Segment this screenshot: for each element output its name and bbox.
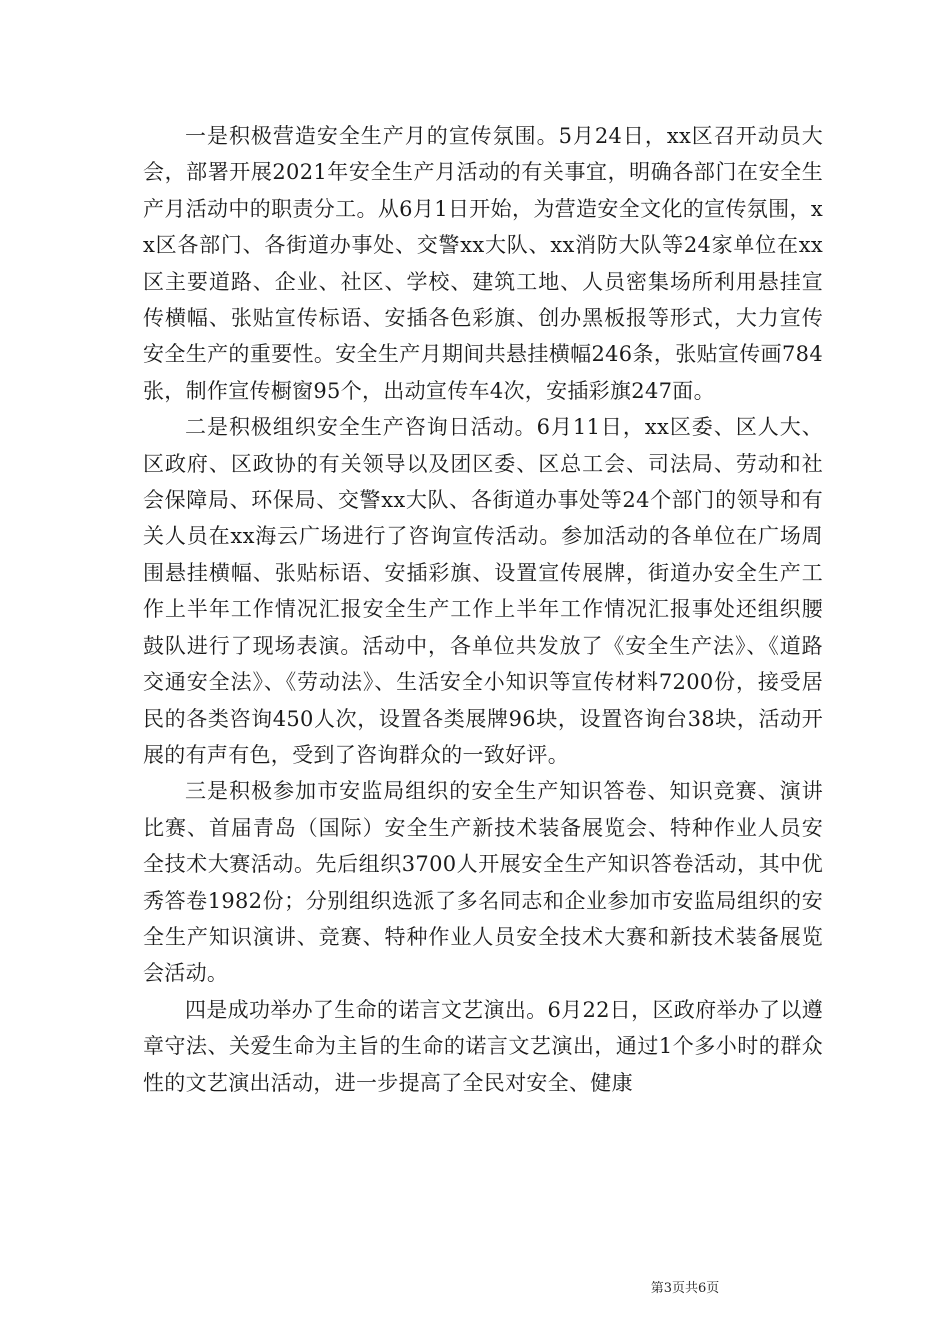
paragraph-2: 二是积极组织安全生产咨询日活动。6月11日，xx区委、区人大、区政府、区政协的有关领导以及团区委、区总工会、司法局、劳动和社会保障局、环保局、交警xx大队、各街道办事处等24个部门的领导和有关人员在xx海云广场进行了咨询宣传活动。参加活动的各单位在广场周围悬挂横幅、张贴标语、安插彩旗、设置宣传展牌，街道办安全生产工作上半年工作情况汇报安全生产工作上半年工作情况汇报事处还组织腰鼓队进行了现场表演。活动中，各单位共发放了《安全生产法》、《道路交通安全法》、《劳动法》、生活安全小知识等宣传材料7200份，接受居民的各类咨询450人次，设置各类展牌96块，设置咨询台38块，活动开展的有声有色，受到了咨询群众的一致好评。 [143,415,823,767]
document-body [143,118,823,1101]
paragraph-4: 四是成功举办了生命的诺言文艺演出。6月22日，区政府举办了以遵章守法、关爱生命为主旨的生命的诺言文艺演出，通过1个多小时的群众性的文艺演出活动，进一步提高了全民对安全、健康 [143,997,823,1095]
paragraph-1: 一是积极营造安全生产月的宣传氛围。5月24日，xx区召开动员大会，部署开展2021年安全生产月活动的有关事宜，明确各部门在安全生产月活动中的职责分工。从6月1日开始，为营造安全文化的宣传氛围，xx区各部门、各街道办事处、交警xx大队、xx消防大队等24家单位在xx区主要道路、企业、社区、学校、建筑工地、人员密集场所利用悬挂宣传横幅、张贴宣传标语、安插各色彩旗、创办黑板报等形式，大力宣传安全生产的重要性。安全生产月期间共悬挂横幅246条，张贴宣传画784张，制作宣传橱窗95个，出动宣传车4次，安插彩旗247面。 [143,124,823,403]
paragraph-3: 三是积极参加市安监局组织的安全生产知识答卷、知识竞赛、演讲比赛、首届青岛（国际）安全生产新技术装备展览会、特种作业人员安全技术大赛活动。先后组织3700人开展安全生产知识答卷活动，其中优秀答卷1982份；分别组织选派了多名同志和企业参加市安监局组织的安全生产知识演讲、竞赛、特种作业人员安全技术大赛和新技术装备展览会活动。 [143,779,823,986]
page-number: 第3页共6页 [650,1281,720,1296]
